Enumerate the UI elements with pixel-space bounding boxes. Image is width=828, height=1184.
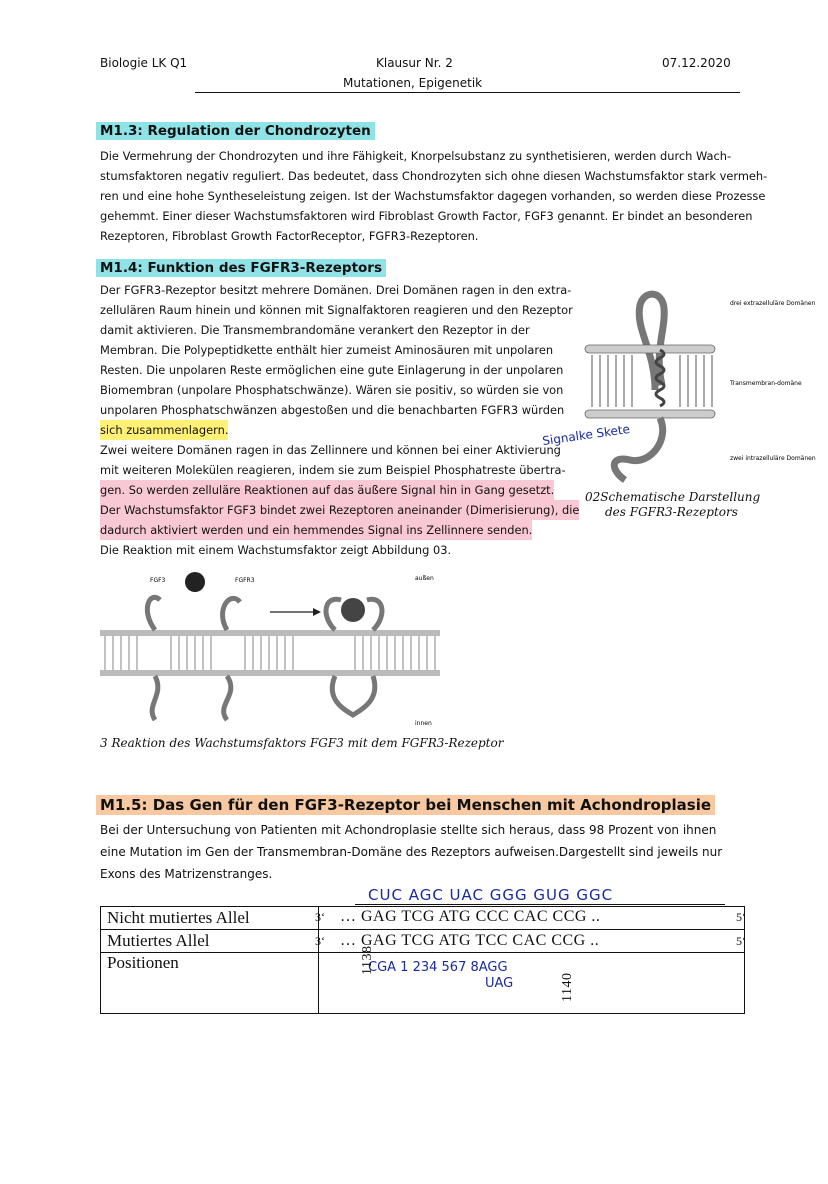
header-course: Biologie LK Q1 bbox=[100, 56, 188, 70]
m14-line-14: Die Reaktion mit einem Wachstumsfaktor zeigt Abbildung 03. bbox=[100, 543, 452, 557]
header-rule bbox=[195, 92, 740, 93]
handwritten-positions: CGA 1 234 567 8AGG bbox=[368, 960, 508, 975]
fig2-label-top: drei extrazelluläre Domänen bbox=[730, 300, 816, 307]
handwritten-uag: UAG bbox=[485, 976, 514, 991]
row-label-mutated: Mutiertes Allel bbox=[101, 930, 319, 953]
prime5-row2: 5‘ bbox=[736, 934, 746, 948]
prime3-row1: 3‘ bbox=[315, 910, 325, 924]
fig2-label-mid: Transmembran-domäne bbox=[730, 380, 802, 387]
position-right: 1140 bbox=[560, 972, 575, 1002]
position-left: 1138 bbox=[360, 945, 375, 975]
m14-line-5: Resten. Die unpolaren Reste ermöglichen eine gute Einlagerung in der unpolaren bbox=[100, 363, 564, 377]
fig3-label-fgf: FGF3 bbox=[150, 577, 166, 584]
handwritten-note: Signalke Skete bbox=[541, 421, 631, 449]
sequence-normal: … GAG TCG ATG CCC CAC CCG .. bbox=[340, 908, 601, 925]
fig2-caption-1: 02Schematische Darstellung bbox=[585, 490, 761, 504]
prime5-row1: 5‘ bbox=[736, 910, 746, 924]
section-heading-m13: M1.3: Regulation der Chondrozyten bbox=[96, 122, 375, 140]
section-heading-m14: M1.4: Funktion des FGFR3-Rezeptors bbox=[96, 259, 386, 277]
fig2-caption-2: des FGFR3-Rezeptors bbox=[605, 505, 738, 519]
m13-line-3: ren und eine hohe Syntheseleistung zeigen. Ist der Wachstumsfaktor dagegen vorhanden, so werden diese Prozesse bbox=[100, 189, 766, 203]
m14-line-6: Biomembran (unpolare Phosphatschwänze). Wären sie positiv, so würden sie von bbox=[100, 383, 564, 397]
fig3-label-outside: außen bbox=[415, 575, 434, 582]
m15-line-3: Exons des Matrizenstranges. bbox=[100, 867, 273, 881]
fig3-label-fgfr: FGFR3 bbox=[235, 577, 255, 584]
figure-fgf3-reaction bbox=[95, 570, 465, 730]
m14-line-9: Zwei weitere Domänen ragen in das Zellinnere und können bei einer Aktivierung bbox=[100, 443, 561, 457]
row-label-positions: Positionen bbox=[101, 953, 319, 1014]
m14-line-4: Membran. Die Polypeptidkette enthält hier zumeist Aminosäuren mit unpolaren bbox=[100, 343, 554, 357]
prime3-row2: 3‘ bbox=[315, 934, 325, 948]
header-date: 07.12.2020 bbox=[662, 56, 731, 70]
m14-line-8: sich zusammenlagern. bbox=[100, 420, 228, 440]
m13-line-1: Die Vermehrung der Chondrozyten und ihre Fähigkeit, Knorpelsubstanz zu synthetisieren, werden durch Wach- bbox=[100, 149, 732, 163]
m13-line-5: Rezeptoren, Fibroblast Growth FactorReceptor, FGFR3-Rezeptoren. bbox=[100, 229, 479, 243]
m14-line-3: damit aktivieren. Die Transmembrandomäne verankert den Rezeptor in der bbox=[100, 323, 530, 337]
figure-receptor-schematic bbox=[580, 290, 816, 495]
fig2-label-bot: zwei intrazelluläre Domänen bbox=[730, 455, 816, 462]
m14-line-7: unpolaren Phosphatschwänzen abgestoßen und die benachbarten FGFR3 würden bbox=[100, 403, 565, 417]
fig3-label-inside: innen bbox=[415, 720, 432, 727]
m14-line-1: Der FGFR3-Rezeptor besitzt mehrere Domänen. Drei Domänen ragen in den extra- bbox=[100, 283, 572, 297]
m15-line-2: eine Mutation im Gen der Transmembran-Domäne des Rezeptors aufweisen.Dargestellt sind jeweils nur bbox=[100, 845, 723, 859]
m14-line-12: Der Wachstumsfaktor FGF3 bindet zwei Rezeptoren aneinander (Dimerisierung), die bbox=[100, 500, 579, 520]
fgf3-ligand-icon bbox=[185, 572, 205, 592]
m14-line-13: dadurch aktiviert werden und ein hemmendes Signal ins Zellinnere senden. bbox=[100, 520, 532, 540]
m13-line-4: gehemmt. Einer dieser Wachstumsfaktoren wird Fibroblast Growth Factor, FGF3 genannt. Er bindet an besonderen bbox=[100, 209, 753, 223]
mrna-rule bbox=[355, 904, 725, 905]
header-title: Klausur Nr. 2 bbox=[376, 56, 453, 70]
m14-line-2: zellulären Raum hinein und können mit Signalfaktoren reagieren und den Rezeptor bbox=[100, 303, 573, 317]
m15-line-1: Bei der Untersuchung von Patienten mit Achondroplasie stellte sich heraus, dass 98 Prozent von ihnen bbox=[100, 823, 717, 837]
sequence-mutated: … GAG TCG ATG TCC CAC CCG .. bbox=[340, 932, 600, 949]
handwritten-mrna: CUC AGC UAC GGG GUG GGC bbox=[368, 886, 614, 904]
m14-line-10: mit weiteren Molekülen reagieren, indem sie zum Beispiel Phosphatreste übertra- bbox=[100, 463, 566, 477]
row-label-normal: Nicht mutiertes Allel bbox=[101, 907, 319, 930]
m13-line-2: stumsfaktoren negativ reguliert. Das bedeutet, dass Chondrozyten sich ohne diesen Wachstumsfaktor stark vermeh- bbox=[100, 169, 768, 183]
header-subtitle: Mutationen, Epigenetik bbox=[343, 76, 483, 90]
m14-line-11: gen. So werden zelluläre Reaktionen auf das äußere Signal hin in Gang gesetzt. bbox=[100, 480, 554, 500]
section-heading-m15: M1.5: Das Gen für den FGF3-Rezeptor bei Menschen mit Achondroplasie bbox=[96, 795, 715, 815]
fig3-caption: 3 Reaktion des Wachstumsfaktors FGF3 mit dem FGFR3-Rezeptor bbox=[100, 736, 504, 750]
